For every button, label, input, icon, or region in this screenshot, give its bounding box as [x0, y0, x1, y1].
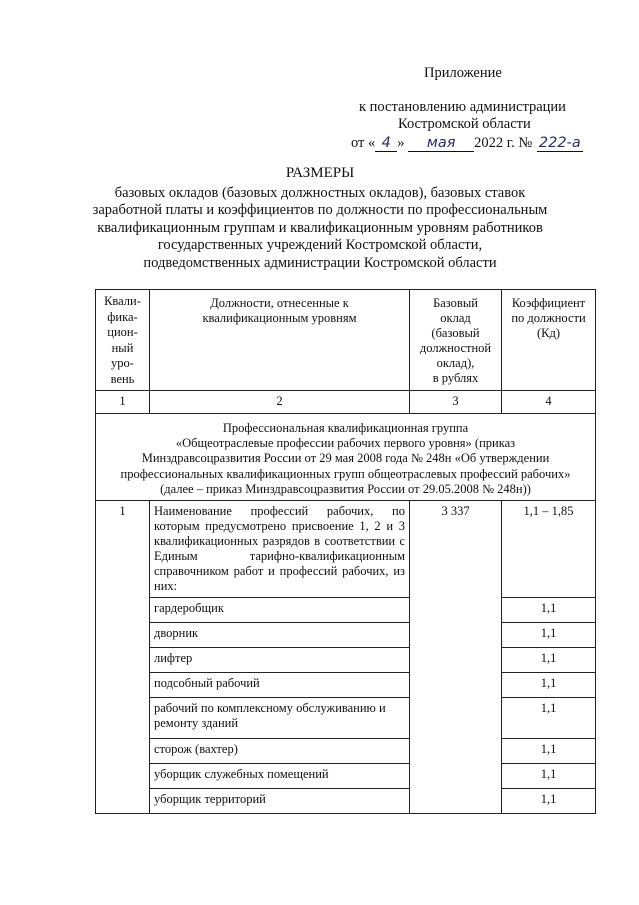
profession-name: дворник [150, 623, 410, 648]
header-coefficient: Коэффициент по должности (Кд) [502, 290, 596, 391]
date-mid: » [397, 135, 405, 151]
header-qualification-level: Квали- фика- цион- ный уро- вень [96, 290, 150, 391]
table-row [96, 598, 596, 623]
header-positions: Должности, отнесенные к квалификационным уровням [150, 290, 410, 391]
profession-name: сторож (вахтер) [150, 739, 410, 764]
table-row [96, 789, 596, 814]
header-base-salary: Базовый оклад (базовый должностной оклад), в рублях [410, 290, 502, 391]
profession-coefficient: 1,1 [502, 739, 596, 764]
resolution-region: Костромской области [398, 116, 531, 132]
table-row [96, 739, 596, 764]
profession-coefficient: 1,1 [502, 698, 596, 739]
table-row [96, 698, 596, 739]
profession-coefficient: 1,1 [502, 648, 596, 673]
base-salary-value: 3 337 [410, 501, 502, 814]
profession-name: лифтер [150, 648, 410, 673]
table-row [96, 623, 596, 648]
salary-table [95, 289, 596, 814]
column-number-row [96, 391, 596, 414]
table-row [96, 673, 596, 698]
document-subtitle-line: заработной платы и коэффициентов по должности по профессиональным [92, 202, 548, 219]
profession-coefficient: 1,1 [502, 764, 596, 789]
date-month: мая [408, 135, 474, 152]
profession-name: гардеробщик [150, 598, 410, 623]
table-row [96, 764, 596, 789]
column-number: 2 [150, 391, 410, 414]
document-title: РАЗМЕРЫ [285, 165, 355, 181]
date-year: 2022 г. № [474, 135, 533, 151]
qualification-level-number: 1 [96, 501, 150, 814]
date-prefix: от « [351, 135, 376, 151]
group-title-row [96, 414, 596, 501]
document-subtitle-line: государственных учреждений Костромской области, [157, 237, 483, 254]
profession-coefficient: 1,1 [502, 623, 596, 648]
table-row [96, 648, 596, 673]
column-number: 4 [502, 391, 596, 414]
document-subtitle-line: базовых окладов (базовых должностных окладов), базовых ставок [114, 184, 526, 201]
resolution-date-line [351, 134, 583, 152]
document-subtitle-line: подведомственных администрации Костромской области [143, 254, 497, 271]
resolution-reference: к постановлению администрации [359, 99, 566, 115]
profession-name: уборщик служебных помещений [150, 764, 410, 789]
profession-coefficient: 1,1 [502, 598, 596, 623]
qualification-group-title: Профессиональная квалификационная группа «Общеотраслевые профессии рабочих первого уровня» (приказ Минздравсоцразвития России от 29 мая 2008 года № 248н «Об утверждении профессиональных квалификационных групп общеотраслевых профессий рабочих» (далее – приказ Минздравсоцразвития России от 29.05.2008 № 248н)) [96, 414, 596, 501]
profession-coefficient: 1,1 [502, 789, 596, 814]
appendix-title: Приложение [424, 65, 502, 81]
profession-name: подсобный рабочий [150, 673, 410, 698]
date-day: 4 [375, 135, 397, 152]
column-number: 1 [96, 391, 150, 414]
profession-name: рабочий по комплексному обслуживанию и ремонту зданий [150, 698, 410, 739]
table-row [96, 501, 596, 598]
profession-name: уборщик территорий [150, 789, 410, 814]
document-title-block [70, 165, 570, 273]
profession-coefficient: 1,1 [502, 673, 596, 698]
document-subtitle-line: квалификационным группам и квалификационным уровням работников [97, 219, 543, 236]
column-number: 3 [410, 391, 502, 414]
table-header-row [96, 290, 596, 391]
level-description: Наименование профессий рабочих, по которым предусмотрено присвоение 1, 2 и 3 квалификационных разрядов в соответствии с Единым тарифно-квалификационным справочником работ и профессий рабочих, из них: [150, 501, 410, 598]
resolution-number: 222-а [537, 135, 583, 152]
coefficient-range: 1,1 – 1,85 [502, 501, 596, 598]
